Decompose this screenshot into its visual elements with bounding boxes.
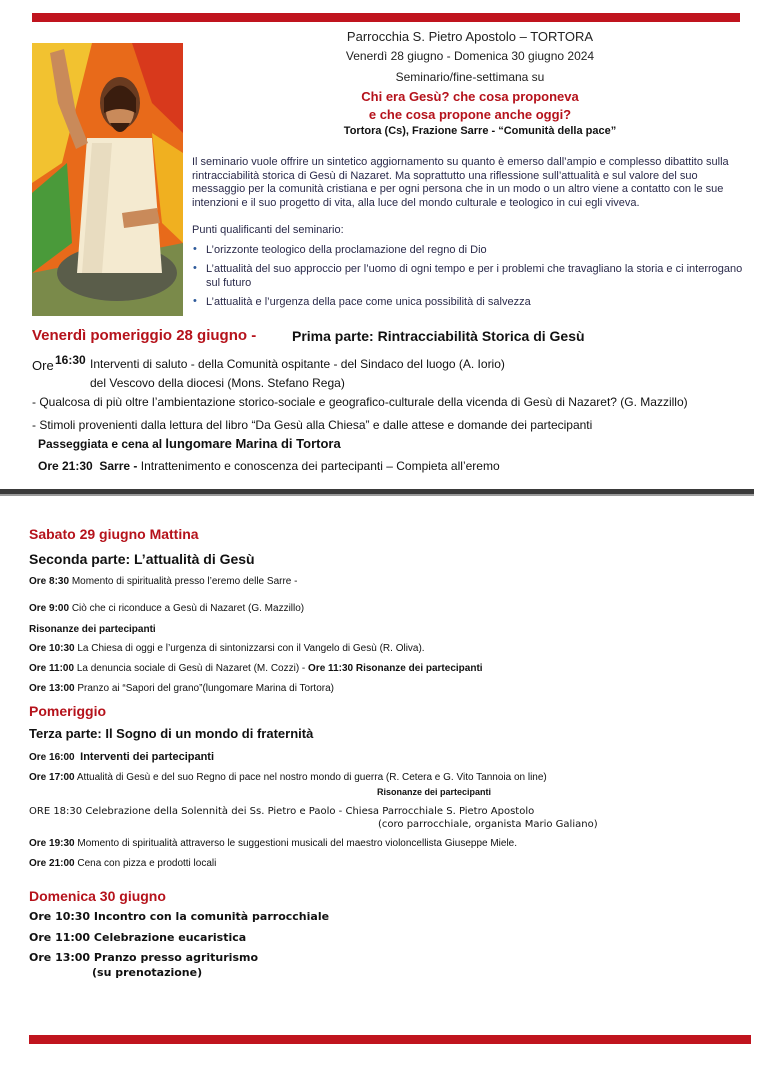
seminar-title-line2: e che cosa propone anche oggi? [368, 107, 572, 122]
schedule-row: Ore 8:30 Momento di spiritualità presso l’eremo delle Sarre - [29, 576, 298, 587]
event-dates: Venerdì 28 giugno - Domenica 30 giugno 2024 [345, 49, 595, 63]
schedule-row: Risonanze dei partecipanti [29, 624, 156, 635]
schedule-row: Ore 9:00 Ciò che ci riconduce a Gesù di Nazaret (G. Mazzillo) [29, 603, 305, 614]
seminar-title-line1: Chi era Gesù? che cosa proponeva [361, 89, 579, 104]
part2-title: Seconda parte: L’attualità di Gesù [29, 551, 255, 567]
points-list [192, 244, 752, 310]
schedule-row: Ore 11:00 Celebrazione eucaristica [29, 931, 247, 944]
schedule-row: Ore 21:00 Cena con pizza e prodotti locali [29, 858, 217, 869]
parish-name: Parrocchia S. Pietro Apostolo – TORTORA [346, 29, 594, 44]
list-item: • L’attualità del suo approccio per l’uomo di ogni tempo e per i problemi che travagliano la storia e ci interrogano sul futuro [193, 262, 743, 289]
saturday-heading: Sabato 29 giugno Mattina [29, 526, 199, 542]
schedule-row: Ore 11:00 La denuncia sociale di Gesù di Nazaret (M. Cozzi) - Ore 11:30 Risonanze dei partecipanti [29, 663, 483, 674]
list-item: • L’attualità e l’urgenza della pace come unica possibilità di salvezza [193, 295, 531, 308]
section-divider-shadow [0, 494, 754, 496]
jesus-painting-image [32, 43, 183, 316]
friday-walk: Passeggiata e cena al lungomare Marina di Tortora [38, 436, 341, 451]
list-item: • L’orizzonte teologico della proclamazione del regno di Dio [193, 242, 487, 256]
schedule-row: Ore 16:00 Interventi dei partecipanti [29, 751, 215, 763]
afternoon-heading: Pomeriggio [29, 703, 107, 719]
schedule-row: Ore 13:00 Pranzo ai “Sapori del grano”(lungomare Marina di Tortora) [29, 683, 334, 694]
schedule-row: Ore 17:00 Attualità di Gesù e del suo Regno di pace nel nostro mondo di guerra (R. Cetera e G. Vito Tannoia on line) [29, 772, 547, 783]
friday-line2: - Qualcosa di più oltre l’ambientazione storico-sociale e geografico-culturale della vicenda di Gesù di Nazaret? (G. Mazzillo) [32, 395, 688, 409]
schedule-row: Ore 10:30 Incontro con la comunità parrocchiale [29, 910, 330, 923]
bullet-icon: • [193, 262, 197, 274]
event-place: Tortora (Cs), Frazione Sarre - “Comunità della pace” [343, 125, 617, 137]
friday-heading: Venerdì pomeriggio 28 giugno - [32, 327, 257, 344]
friday-time-1630: 16:30 [55, 353, 86, 367]
schedule-row: Ore 19:30 Momento di spiritualità attraverso le suggestioni musicali del maestro violoncellista Giuseppe Miele. [29, 838, 518, 849]
schedule-row: ORE 18:30 Celebrazione della Solennità dei Ss. Pietro e Paolo - Chiesa Parrocchiale S. Pietro Apostolo [29, 806, 535, 817]
sunday-heading: Domenica 30 giugno [29, 888, 166, 904]
schedule-row: Ore 10:30 La Chiesa di oggi e l’urgenza di sintonizzarsi con il Vangelo di Gesù (R. Oliva). [29, 643, 425, 654]
bullet-icon: • [193, 242, 197, 255]
friday-evening: Ore 21:30 Sarre - Intrattenimento e conoscenza dei partecipanti – Compieta all’eremo [38, 459, 500, 473]
schedule-row: (su prenotazione) [92, 966, 203, 979]
intro-paragraph: Il seminario vuole offrire un sintetico aggiornamento su quanto è emerso dall’ampio e complesso dibattito sulla rintracciabilità storica di Gesù di Nazaret. Ma soprattutto una riflessione sull’attualità e sul valore del suo messaggio per la comunità cristiana e per ogni persona che in un modo o un altro viene a contatto con le sue intenzioni e il suo progetto di vita, alla luce del mondo culturale e teologico in cui egli viveva. [192, 156, 729, 209]
bottom-red-bar [29, 1035, 751, 1044]
friday-line1b: del Vescovo della diocesi (Mons. Stefano Rega) [90, 376, 345, 390]
schedule-row: Ore 13:00 Pranzo presso agriturismo [29, 951, 259, 964]
top-red-bar [32, 13, 740, 22]
friday-ore-label: Ore [32, 358, 54, 373]
friday-line1: Interventi di saluto - della Comunità ospitante - del Sindaco del luogo (A. Iorio) [90, 357, 505, 371]
points-title: Punti qualificanti del seminario: [192, 224, 344, 236]
event-kind: Seminario/fine-settimana su [395, 70, 545, 84]
bullet-icon: • [193, 295, 197, 307]
friday-line3: - Stimoli provenienti dalla lettura del libro “Da Gesù alla Chiesa” e dalle attese e domande dei partecipanti [32, 418, 593, 432]
schedule-row: Risonanze dei partecipanti [377, 787, 492, 797]
schedule-row: (coro parrocchiale, organista Mario Galiano) [378, 819, 598, 830]
intro-section [192, 156, 752, 310]
part3-title: Terza parte: Il Sogno di un mondo di fraternità [29, 726, 314, 741]
part1-title: Prima parte: Rintracciabilità Storica di Gesù [292, 328, 585, 344]
